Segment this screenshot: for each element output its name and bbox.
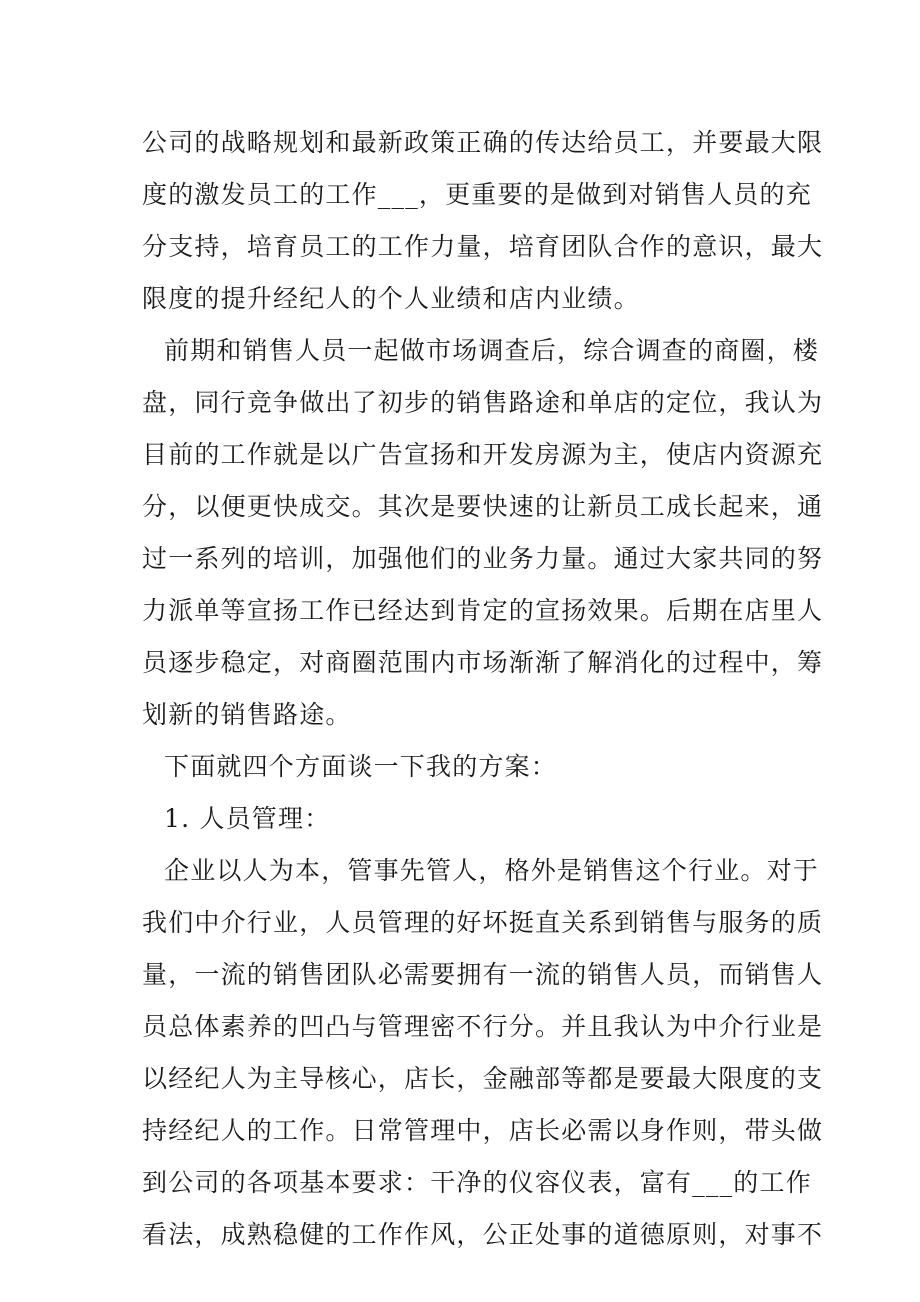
text-line: 盘，同行竞争做出了初步的销售路途和单店的定位，我认为 [142, 388, 824, 417]
paragraph-3 [142, 741, 782, 793]
text-line: 持经纪人的工作。日常管理中，店长必需以身作则，带头做 [142, 1116, 824, 1145]
text-line: 企业以人为本，管事先管人，格外是销售这个行业。对于 [164, 856, 820, 885]
text-line: 限度的提升经纪人的个人业绩和店内业绩。 [142, 284, 640, 313]
paragraph-1 [142, 117, 824, 325]
section-heading: 1. 人员管理： [164, 804, 331, 833]
text-line: 公司的战略规划和最新政策正确的传达给员工，并要最大限 [142, 128, 824, 157]
text-line: 到公司的各项基本要求：干净的仪容仪表，富有___的工作 [142, 1168, 812, 1197]
text-line: 以经纪人为主导核心，店长，金融部等都是要最大限度的支 [142, 1064, 824, 1093]
text-line: 我们中介行业，人员管理的好坏挺直关系到销售与服务的质 [142, 908, 824, 937]
text-line: 前期和销售人员一起做市场调查后，综合调查的商圈，楼 [164, 336, 820, 365]
section-heading-personnel [142, 793, 782, 845]
text-line: 下面就四个方面谈一下我的方案： [164, 752, 558, 781]
text-line: 员逐步稳定，对商圈范围内市场渐渐了解消化的过程中，筹 [142, 648, 824, 677]
text-line: 划新的销售路途。 [142, 700, 352, 729]
text-line: 分支持，培育员工的工作力量，培育团队合作的意识，最大 [142, 232, 824, 261]
text-line: 看法，成熟稳健的工作作风，公正处事的道德原则，对事不 [142, 1220, 824, 1249]
paragraph-5 [142, 845, 824, 1261]
document-body [142, 117, 824, 1261]
text-line: 目前的工作就是以广告宣扬和开发房源为主，使店内资源充 [142, 440, 824, 469]
paragraph-2 [142, 325, 824, 741]
text-line: 分，以便更快成交。其次是要快速的让新员工成长起来，通 [142, 492, 824, 521]
text-line: 员总体素养的凹凸与管理密不行分。并且我认为中介行业是 [142, 1012, 824, 1041]
text-line: 过一系列的培训，加强他们的业务力量。通过大家共同的努 [142, 544, 824, 573]
text-line: 量，一流的销售团队必需要拥有一流的销售人员，而销售人 [142, 960, 824, 989]
text-line: 力派单等宣扬工作已经达到肯定的宣扬效果。后期在店里人 [142, 596, 824, 625]
text-line: 度的激发员工的工作___，更重要的是做到对销售人员的充 [142, 180, 812, 209]
